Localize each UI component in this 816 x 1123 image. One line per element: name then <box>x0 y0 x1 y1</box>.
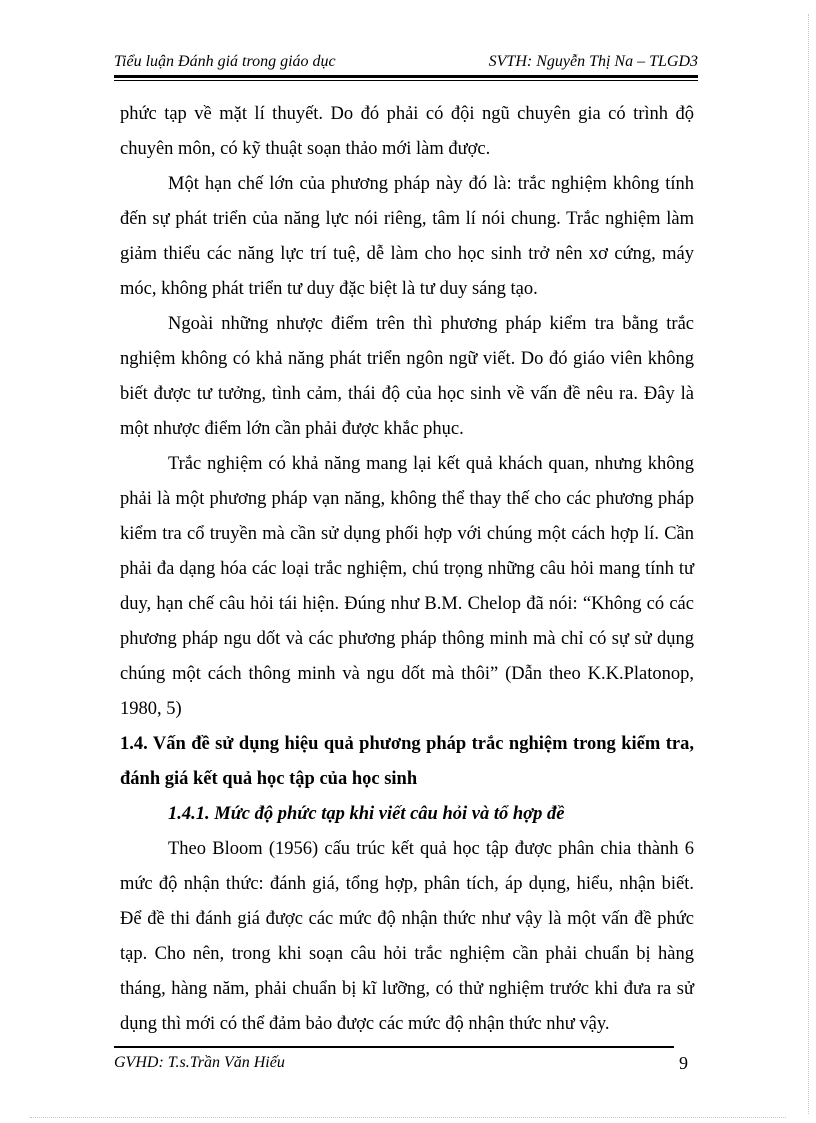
section-heading-1-4: 1.4. Vấn đề sử dụng hiệu quả phương pháp trắc nghiệm trong kiểm tra, đánh giá kết quả học tập của học sinh <box>120 734 694 789</box>
page-footer <box>114 1050 698 1076</box>
paragraph-bloom: Theo Bloom (1956) cấu trúc kết quả học tập được phân chia thành 6 mức độ nhận thức: đánh giá, tổng hợp, phân tích, áp dụng, hiểu, nhận biết. Để đề thi đánh giá được các mức độ nhận thức như vậy là một vấn đề phức tạp. Cho nên, trong khi soạn câu hỏi trắc nghiệm cần phải chuẩn bị hàng tháng, hàng năm, phải chuẩn bị kĩ lưỡng, có thử nghiệm trước khi đưa ra sử dụng thì mới có thể đảm bảo được các mức độ nhận thức như vậy. <box>120 839 694 1034</box>
footer-rule <box>114 1046 674 1048</box>
page-body <box>120 97 694 1042</box>
paragraph-limitation: Một hạn chế lớn của phương pháp này đó là: trắc nghiệm không tính đến sự phát triển của năng lực nói riêng, tâm lí nói chung. Trắc nghiệm làm giảm thiểu các năng lực trí tuệ, dễ làm cho học sinh trở nên xơ cứng, máy móc, không phát triển tư duy đặc biệt là tư duy sáng tạo. <box>120 174 694 299</box>
page-number: 9 <box>679 1053 688 1073</box>
paragraph-objectivity: Trắc nghiệm có khả năng mang lại kết quả khách quan, nhưng không phải là một phương pháp vạn năng, không thể thay thế cho các phương pháp kiểm tra cổ truyền mà cần sử dụng phối hợp với chúng một cách hợp lí. Cần phải đa dạng hóa các loại trắc nghiệm, chú trọng những câu hỏi mang tính tư duy, hạn chế câu hỏi tái hiện. Đúng như B.M. Chelop đã nói: “Không có các phương pháp ngu dốt và các phương pháp thông minh mà chỉ có sự sử dụng chúng một cách thông minh và ngu dốt mà thôi” (Dẫn theo K.K.Platonop, 1980, 5) <box>120 454 694 719</box>
header-author: SVTH: Nguyễn Thị Na – TLGD3 <box>488 53 698 70</box>
subsection-heading-1-4-1: 1.4.1. Mức độ phức tạp khi viết câu hỏi và tổ hợp đề <box>168 804 565 824</box>
header-rule-thick <box>114 75 698 78</box>
header-title: Tiểu luận Đánh giá trong giáo dục <box>114 53 336 70</box>
footer-supervisor: GVHD: T.s.Trần Văn Hiếu <box>114 1054 285 1071</box>
paragraph-writing-skills: Ngoài những nhược điểm trên thì phương pháp kiểm tra bằng trắc nghiệm không có khả năng phát triển ngôn ngữ viết. Do đó giáo viên không biết được tư tưởng, tình cảm, thái độ của học sinh về vấn đề nêu ra. Đây là một nhược điểm lớn cần phải được khắc phục. <box>120 314 694 439</box>
page-border-dotted-right <box>808 14 809 1114</box>
header-rule-thin <box>114 80 698 81</box>
page-border-dotted-bottom <box>30 1117 786 1118</box>
page-header <box>114 50 698 74</box>
paragraph-continuation: phức tạp về mặt lí thuyết. Do đó phải có đội ngũ chuyên gia có trình độ chuyên môn, có kỹ thuật soạn thảo mới làm được. <box>120 104 694 159</box>
